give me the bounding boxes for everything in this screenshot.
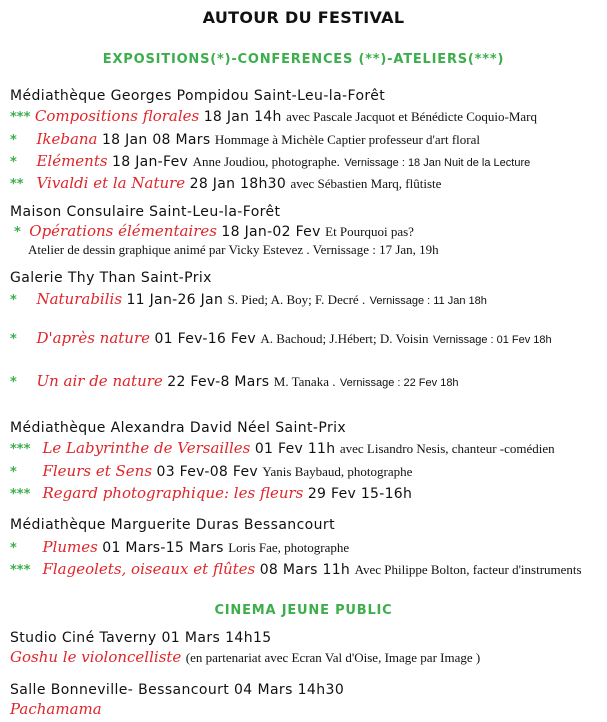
event-title: Ikebana [36, 130, 98, 148]
event-title: Naturabilis [36, 290, 123, 308]
event-date: 18 Jan 14h [203, 109, 282, 125]
event-title: Regard photographique: les fleurs [42, 484, 304, 502]
event-title: Le Labyrinthe de Versailles [42, 439, 251, 457]
screening-line [10, 700, 102, 718]
event-marker: ** [10, 177, 24, 192]
cinema-heading: CINEMA JEUNE PUBLIC [214, 603, 393, 618]
event-vernissage: Vernissage : 22 Fev 18h [339, 377, 459, 389]
event-vernissage: Vernissage : 11 Jan 18h [369, 295, 487, 307]
event-date: 18 Jan-02 Fev [221, 224, 321, 240]
event-marker: * [10, 155, 17, 170]
event-description: Et Pourquoi pas? [325, 224, 414, 239]
event-line [10, 130, 480, 148]
event-date: 01 Fev 11h [254, 441, 336, 457]
event-title: Fleurs et Sens [42, 462, 153, 480]
event-title: Plumes [42, 538, 98, 556]
event-marker: * [14, 225, 21, 240]
event-line [10, 462, 412, 480]
event-date: 11 Jan-26 Jan [126, 292, 224, 308]
event-description: Loris Fae, photographe [228, 540, 350, 555]
event-marker: * [10, 293, 17, 308]
event-marker: *** [10, 442, 31, 457]
event-line [10, 152, 530, 170]
event-marker: * [10, 375, 17, 390]
event-description: A. Bachoud; J.Hébert; D. Voisin [260, 331, 429, 346]
event-line [10, 439, 555, 457]
event-title: Eléments [36, 152, 108, 170]
event-description: M. Tanaka . [273, 374, 336, 389]
event-date: 18 Jan 08 Mars [101, 132, 211, 148]
event-marker: *** [10, 563, 31, 578]
event-description: avec Pascale Jacquot et Bénédicte Coquio-Marq [286, 109, 538, 124]
event-line [10, 560, 582, 578]
event-description: Hommage à Michèle Captier professeur d'art floral [214, 132, 481, 147]
venue-name: Médiathèque Marguerite Duras Bessancourt [10, 517, 335, 533]
event-line [10, 484, 412, 502]
film-title: Pachamama [10, 700, 102, 718]
event-line [10, 538, 349, 556]
event-date: 03 Fev-08 Fev [156, 464, 258, 480]
event-marker: * [10, 541, 17, 556]
section-subtitle: EXPOSITIONS(*)-CONFERENCES (**)-ATELIERS(***) [102, 52, 505, 67]
event-description: Yanis Baybaud, photographe [262, 464, 413, 479]
event-title: Compositions florales [34, 107, 200, 125]
venue-name: Médiathèque Alexandra David Néel Saint-Prix [10, 420, 347, 436]
event-vernissage: Vernissage : 01 Fev 18h [433, 334, 552, 346]
event-date: 22 Fev-8 Mars [167, 374, 270, 390]
event-date: 29 Fev 15-16h [307, 486, 413, 502]
event-line [10, 290, 487, 308]
film-title: Goshu le violoncelliste [10, 648, 182, 666]
film-note: (en partenariat avec Ecran Val d'Oise, Image par Image ) [185, 650, 481, 665]
event-marker: * [10, 133, 17, 148]
event-line [10, 329, 552, 347]
venue-name: Galerie Thy Than Saint-Prix [10, 270, 212, 286]
event-title: Un air de nature [36, 372, 163, 390]
event-date: 18 Jan-Fev [112, 154, 189, 170]
event-date: 01 Mars-15 Mars [102, 540, 224, 556]
event-vernissage: Vernissage : 18 Jan Nuit de la Lecture [344, 157, 531, 169]
event-title: D'après nature [36, 329, 151, 347]
screening-place: Studio Ciné Taverny 01 Mars 14h15 [10, 630, 272, 646]
event-line [14, 222, 414, 240]
event-marker: * [10, 465, 17, 480]
event-title: Opérations élémentaires [29, 222, 217, 240]
screening-line [10, 648, 480, 666]
event-marker: * [10, 332, 17, 347]
event-line [10, 372, 459, 390]
event-line [10, 174, 441, 192]
event-description: Anne Joudiou, photographe. [192, 154, 340, 169]
event-date: 28 Jan 18h30 [189, 176, 287, 192]
page-title: AUTOUR DU FESTIVAL [202, 8, 405, 27]
event-title: Flageolets, oiseaux et flûtes [42, 560, 256, 578]
event-marker: *** [10, 110, 31, 125]
event-marker: *** [10, 487, 31, 502]
venue-name: Maison Consulaire Saint-Leu-la-Forêt [10, 204, 281, 220]
event-line [10, 107, 537, 125]
event-description: S. Pied; A. Boy; F. Decré . [227, 292, 366, 307]
event-description: avec Sébastien Marq, flûtiste [290, 176, 442, 191]
atelier-note: Atelier de dessin graphique animé par Vicky Estevez . Vernissage : 17 Jan, 19h [28, 242, 439, 257]
event-description: Avec Philippe Bolton, facteur d'instruments [354, 562, 582, 577]
event-date: 01 Fev-16 Fev [154, 331, 256, 347]
venue-name: Médiathèque Georges Pompidou Saint-Leu-la-Forêt [10, 88, 386, 104]
event-description: avec Lisandro Nesis, chanteur -comédien [339, 441, 555, 456]
event-title: Vivaldi et la Nature [36, 174, 186, 192]
screening-place: Salle Bonneville- Bessancourt 04 Mars 14h30 [10, 682, 345, 698]
event-note [28, 242, 439, 258]
event-date: 08 Mars 11h [259, 562, 351, 578]
